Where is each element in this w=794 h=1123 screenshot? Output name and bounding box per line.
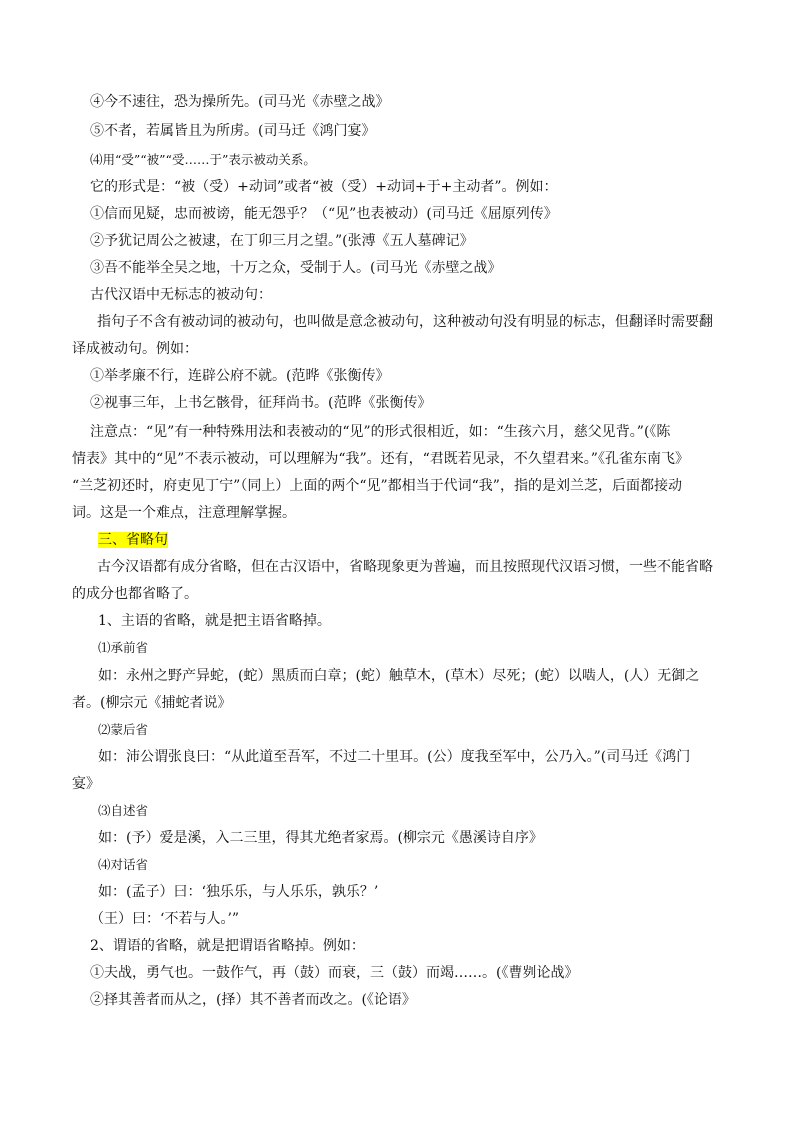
text-line: 情表》其中的“见”不表示被动，可以理解为“我”。还有，“君既若见录，不久望君来。”《孔雀东南飞》 (72, 451, 689, 467)
section-heading-text: 三、省略句 (98, 532, 168, 548)
text-line: 如：(予）爱是溪，入二三里，得其尤绝者家焉。(柳宗元《愚溪诗自序》 (98, 830, 543, 846)
text-line: ⑷对话省 (98, 857, 149, 872)
text-line: （王）曰：‘不若与人。’” (90, 911, 240, 927)
text-line: 指句子不含有被动词的被动句，也叫做是意念被动句，这种被动句没有明显的标志，但翻译时需要翻 (97, 314, 713, 330)
section-heading (98, 530, 168, 550)
text-line: ①信而见疑，忠而被谤，能无怨乎？（“见”也表被动）(司马迁《屈原列传》 (90, 206, 558, 222)
text-line: ①举孝廉不行，连辟公府不就。(范晔《张衡传》 (90, 368, 390, 384)
text-line: ⑤不者，若属皆且为所虏。(司马迁《鸿门宴》 (90, 123, 376, 139)
text-line: ②择其善者而从之，(择）其不善者而改之。(《论语》 (90, 992, 416, 1008)
text-line: 注意点：“见”有一种特殊用法和表被动的“见”的形式很相近，如：“生孩六月，慈父见背。”(《陈 (90, 424, 671, 440)
text-line: 1、主语的省略，就是把主语省略掉。 (98, 613, 331, 629)
text-line: 的成分也都省略了。 (72, 586, 198, 602)
text-line: ②予犹记周公之被逮，在丁卯三月之望。”(张溥《五人墓碑记》 (90, 233, 474, 249)
text-line: “兰芝初还时，府吏见丁宁”（同上）上面的两个“见”都相当于代词“我”，指的是刘兰芝，后面都接动 (72, 478, 682, 494)
text-line: ①夫战，勇气也。一鼓作气，再（鼓）而衰，三（鼓）而竭……。(《曹刿论战》 (90, 965, 579, 981)
text-line: 译成被动句。例如： (72, 341, 198, 357)
text-line: 古今汉语都有成分省略，但在古汉语中，省略现象更为普遍，而且按照现代汉语习惯，一些不能省略 (97, 559, 713, 575)
text-line: 者。(柳宗元《捕蛇者说》 (72, 695, 232, 711)
text-line: 如：永州之野产异蛇，(蛇）黑质而白章；(蛇）触草木，(草木）尽死；(蛇）以啮人，(人）无御之 (98, 668, 700, 684)
text-line: ④今不速往，恐为操所先。(司马光《赤壁之战》 (90, 94, 390, 110)
text-line: 2、谓语的省略，就是把谓语省略掉。例如： (90, 938, 365, 954)
text-line: 如：沛公谓张良曰：“从此道至吾军，不过二十里耳。(公）度我至军中，公乃入。”(司马迁《鸿门 (98, 749, 691, 765)
text-line: 如：(孟子）曰：‘独乐乐，与人乐乐，孰乐？’ (98, 884, 379, 900)
text-line: 它的形式是：“被（受）+动词”或者“被（受）+动词+于+主动者”。例如： (90, 179, 558, 195)
text-line: ⑵蒙后省 (98, 722, 149, 737)
text-line: ⑶自述省 (98, 803, 149, 818)
text-line: 古代汉语中无标志的被动句： (90, 287, 272, 303)
text-line: ⑴承前省 (98, 640, 149, 655)
text-line: ②视事三年，上书乞骸骨，征拜尚书。(范晔《张衡传》 (90, 395, 432, 411)
text-line: 宴》 (72, 776, 100, 792)
text-line: ⑷用“受”“被”“受……于”表示被动关系。 (90, 152, 316, 167)
text-line: 词。这是一个难点，注意理解掌握。 (72, 505, 296, 521)
text-line: ③吾不能举全吴之地，十万之众，受制于人。(司马光《赤壁之战》 (90, 260, 502, 276)
